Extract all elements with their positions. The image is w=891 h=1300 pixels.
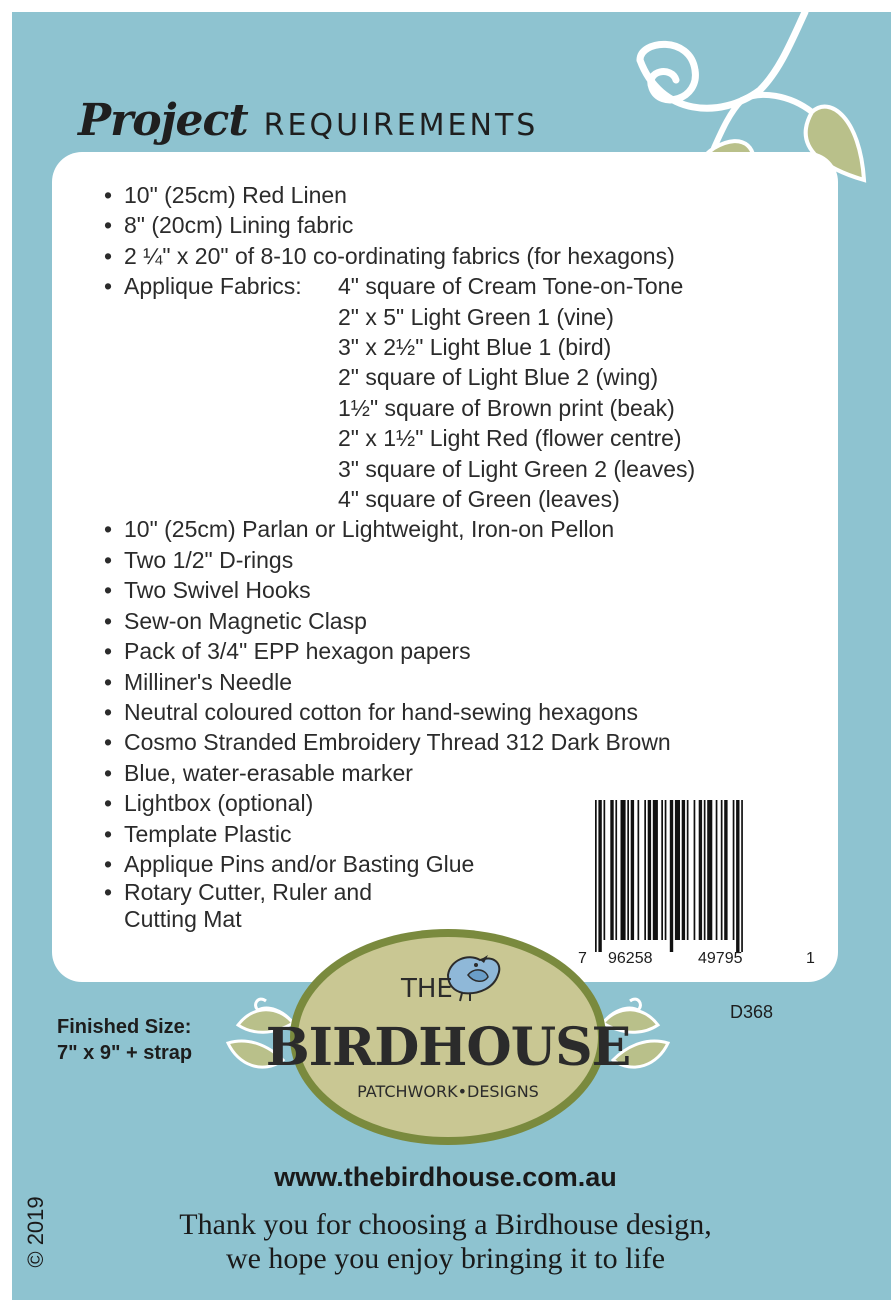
barcode-bar — [661, 800, 663, 940]
barcode-bar — [721, 800, 723, 940]
list-item-line: • Rotary Cutter, Ruler and — [124, 879, 373, 906]
barcode-bar — [716, 800, 718, 940]
barcode-bar — [699, 800, 702, 940]
list-item: • 2 ¼" x 20" of 8-10 co-ordinating fabrics (for hexagons) — [100, 241, 790, 271]
barcode-bar — [631, 800, 634, 940]
barcode-bar — [653, 800, 658, 940]
barcode-bar — [733, 800, 735, 940]
applique-sublist — [338, 271, 695, 514]
list-item: • Blue, water-erasable marker — [100, 758, 790, 788]
list-item: • Milliner's Needle — [100, 667, 790, 697]
barcode-bar — [627, 800, 629, 940]
applique-subitem: 1½" square of Brown print (beak) — [338, 394, 675, 421]
list-item: • Applique Pins and/or Basting Glue — [100, 849, 790, 879]
list-item: • Template Plastic — [100, 819, 790, 849]
list-item: • 10" (25cm) Parlan or Lightweight, Iron-on Pellon — [100, 514, 790, 544]
list-item-line: Cutting Mat — [124, 906, 242, 933]
page-title — [78, 95, 538, 155]
barcode-bar — [704, 800, 706, 940]
applique-subitem: 3" square of Light Green 2 (leaves) — [338, 455, 696, 482]
applique-subitem: 4" square of Green (leaves) — [338, 486, 620, 513]
barcode-digit-group: 1 — [806, 950, 815, 967]
barcode-digit-group: 7 — [578, 950, 587, 967]
logo-line-3: PATCHWORK•DESIGNS — [357, 1082, 539, 1101]
barcode-bar — [644, 800, 646, 940]
list-item: • Neutral coloured cotton for hand-sewing hexagons — [100, 697, 790, 727]
copyright-notice: © 2019 — [23, 1196, 48, 1268]
barcode-bar — [682, 800, 685, 940]
list-item: • Lightbox (optional) — [100, 788, 790, 818]
applique-subitem: 3" x 2½" Light Blue 1 (bird) — [338, 334, 612, 361]
barcode-bar — [741, 800, 743, 952]
list-item: • Cosmo Stranded Embroidery Thread 312 Dark Brown — [100, 727, 790, 757]
thank-you-message — [0, 1208, 891, 1276]
barcode-bar — [615, 800, 617, 940]
barcode-bar — [724, 800, 727, 940]
barcode-bar — [665, 800, 667, 940]
applique-subitem: 2" x 5" Light Green 1 (vine) — [338, 303, 614, 330]
list-item: • Sew-on Magnetic Clasp — [100, 606, 790, 636]
barcode-bar — [687, 800, 689, 940]
thank-you-line: we hope you enjoy bringing it to life — [225, 1242, 666, 1275]
logo-line-1: THE — [401, 974, 453, 1004]
thank-you-line: Thank you for choosing a Birdhouse design, — [179, 1208, 712, 1241]
logo-line-2: BIRDHOUSE — [265, 1017, 631, 1078]
barcode-bar — [621, 800, 626, 940]
applique-label: • Applique Fabrics: — [124, 273, 302, 300]
barcode-bar — [638, 800, 640, 940]
applique-fabrics-item — [100, 271, 790, 514]
barcode-bar — [707, 800, 712, 940]
barcode-bar — [736, 800, 739, 952]
barcode-bar — [610, 800, 613, 940]
applique-subitem: 2" square of Light Blue 2 (wing) — [338, 364, 659, 391]
website-link[interactable]: www.thebirdhouse.com.au — [274, 1162, 617, 1192]
finished-size-label: Finished Size: — [57, 1016, 192, 1038]
list-item: • Two Swivel Hooks — [100, 575, 790, 605]
title-caps-word: REQUIREMENTS — [263, 108, 539, 143]
barcode-bar — [675, 800, 680, 940]
applique-subitem: 2" x 1½" Light Red (flower centre) — [338, 425, 682, 452]
list-item: • 10" (25cm) Red Linen — [100, 180, 790, 210]
applique-subitem: 4" square of Cream Tone-on-Tone — [338, 273, 684, 300]
barcode-bar — [648, 800, 651, 940]
finished-size — [57, 1014, 192, 1066]
list-item: • Pack of 3/4" EPP hexagon papers — [100, 636, 790, 666]
birdhouse-logo — [218, 925, 678, 1150]
barcode-bar — [604, 800, 606, 940]
barcode-digit-group: 96258 — [608, 950, 653, 967]
barcode-digit-group: 49795 — [698, 950, 743, 967]
finished-size-value: 7" x 9" + strap — [57, 1042, 193, 1064]
list-item: • Two 1/2" D-rings — [100, 545, 790, 575]
product-code: D368 — [730, 1002, 774, 1022]
list-item: • 8" (20cm) Lining fabric — [100, 210, 790, 240]
title-script-word: Project — [78, 95, 248, 146]
barcode-bar — [694, 800, 696, 940]
